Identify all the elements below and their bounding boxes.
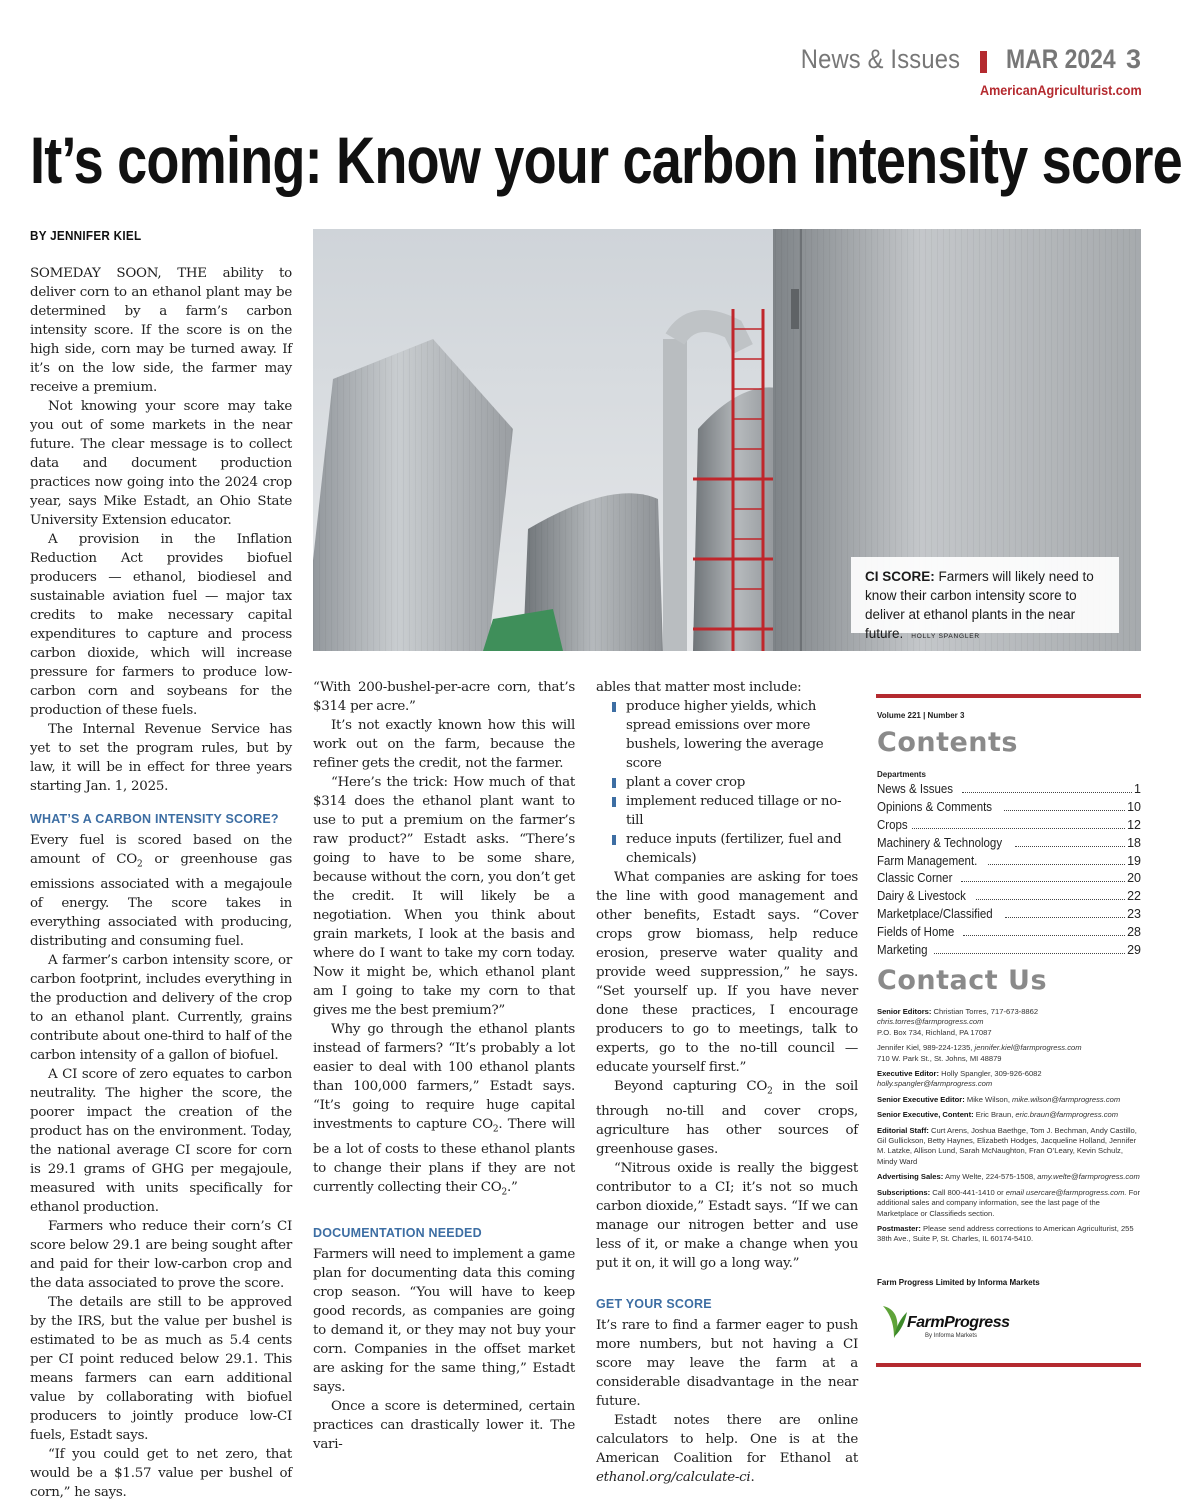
toc-item-fields-of-home[interactable]: Fields of Home 28	[877, 925, 1141, 940]
headline: It’s coming: Know your carbon intensity score	[30, 123, 1182, 197]
photo-credit: HOLLY SPANGLER	[911, 633, 980, 640]
header-divider	[980, 51, 987, 73]
volume-number: Volume 221 | Number 3	[877, 711, 965, 720]
toc-item-machinery[interactable]: Machinery & Technology 18	[877, 835, 1141, 850]
paragraph: SOMEDAY SOON, THE ability to deliver corn to an ethanol plant may be determined by a farm’s carbon intensity score. If the score is on the high side, corn may be turned away. If it’s on the low side, the farmer may receive a premium.	[30, 266, 292, 395]
editor-kiel: Jennifer Kiel, 989-224-1235, jennifer.kiel@farmprogress.com 710 W. Park St., St. Johns, MI 48879	[877, 1043, 1082, 1063]
contact-title: Contact Us	[877, 965, 1048, 996]
bullet-list	[596, 697, 858, 868]
subhead: DOCUMENTATION NEEDED	[313, 1226, 482, 1241]
paragraph: It’s not exactly known how this will work out on the farm, because the refiner gets the credit, not the farmer.	[313, 718, 575, 771]
issue-date: MAR 2024	[1006, 44, 1116, 74]
paragraph: “If you could get to net zero, that would be a $1.57 value per bushel of corn,” he says.	[30, 1446, 292, 1500]
site-url[interactable]: AmericanAgriculturist.com	[980, 82, 1142, 98]
toc-item-news[interactable]: News & Issues 1	[877, 782, 1141, 796]
staff-directory	[877, 1007, 1141, 1250]
article-column-2	[313, 678, 575, 1454]
paragraph: “Nitrous oxide is really the biggest contributor to a CI; it’s not so much carbon dioxide,” Estadt says. “If we can manage our nitrogen better and use less of it, or make a change when you put it on, it will go a long way.”	[596, 1160, 858, 1271]
paragraph: A farmer’s carbon intensity score, or carbon footprint, includes everything in the production and delivery of the crop to an ethanol plant. Currently, grains contribute about one-third to half of the carbon intensity of a gallon of biofuel.	[30, 952, 292, 1063]
paragraph: ables that matter most include:	[596, 680, 802, 695]
paragraph: “Here’s the trick: How much of that $314 does the ethanol plant want to use to put a premium on the farmer’s raw product?” Estadt asks. “There’s going to have to be some share, because without the corn, you don’t get the credit. It will likely be a negotiation. When you think about grain markets, I look at the basis and where do I want to take my corn today. Now it might be, which ethanol plant am I going to take my corn to that gives me the best premium?”	[313, 775, 575, 1018]
list-item: plant a cover crop	[612, 773, 858, 792]
senior-executive-editor: Senior Executive Editor: Mike Wilson, mike.wilson@farmprogress.com	[877, 1094, 1121, 1104]
senior-executive-content: Senior Executive, Content: Eric Braun, eric.braun@farmprogress.com	[877, 1110, 1119, 1120]
article-column-1	[30, 264, 292, 1502]
paragraph: What companies are asking for toes the line with good management and other benefits, Estadt says. “Cover crops grow biomass, help reduce erosion, preserve water quality and provide weed suppression,” he says. “Set yourself up. If you have never done these practices, I encourage producers to go to meetings, talk to experts, go to the no-till council — educate yourself first.”	[596, 870, 858, 1075]
caption-label: CI SCORE:	[865, 569, 935, 584]
bullet-icon	[612, 797, 616, 807]
postmaster: Postmaster: Please send address corrections to American Agriculturist, 255 38th Ave., Suite P, St. Charles, IL 60174-5410.	[877, 1223, 1134, 1244]
paragraph: Why go through the ethanol plants instead of farmers? “It’s probably a lot easier to deal with 100 ethanol plants than 100,000 farmers,” Estadt says. “It’s going to require huge capital investments to capture $CO_2$. There will be a lot of costs to these ethanol plants to change their plans if they are not currently collecting their $CO_2$.”	[313, 1022, 575, 1198]
logo-tagline: By Informa Markets	[925, 1333, 978, 1339]
section-name: News & Issues	[800, 44, 960, 74]
contents-list	[877, 782, 1141, 961]
paragraph: Every fuel is scored based on the amount of $CO_2$ or greenhouse gas emissions associated with a megajoule of energy. The score takes in everything associated with producing, distributing and consuming fuel.	[30, 833, 292, 949]
page-number: 3	[1126, 44, 1142, 74]
leaf-icon	[879, 1300, 909, 1340]
bullet-icon	[612, 778, 616, 788]
paragraph: It’s rare to find a farmer eager to push more numbers, but not having a CI score may leave the farm at a considerable disadvantage in the near future.	[596, 1317, 858, 1409]
toc-item-marketplace[interactable]: Marketplace/Classified 23	[877, 907, 1141, 922]
paragraph: Once a score is determined, certain practices can drastically lower it. The vari-	[313, 1399, 575, 1453]
toc-item-farm-management[interactable]: Farm Management. 19	[877, 853, 1141, 868]
subscriptions: Subscriptions: Call 800-441-1410 or email usercare@farmprogress.com. For additional sales and company information, see the last page of the Marketplace or Classifieds section.	[877, 1187, 1141, 1218]
bullet-icon	[612, 702, 616, 712]
list-item: implement reduced tillage or no-till	[612, 792, 858, 830]
subhead: WHAT’S A CARBON INTENSITY SCORE?	[30, 812, 279, 826]
senior-editors: Senior Editors: Christian Torres, 717-673-8862 chris.torres@farmprogress.com P.O. Box 734, Richland, PA 17087	[877, 1007, 1039, 1037]
paragraph: “With 200-bushel-per-acre corn, that’s $314 per acre.”	[313, 680, 575, 714]
editorial-staff: Editorial Staff: Curt Arens, Joshua Baethge, Tom J. Bechman, Andy Castillo, Gil Gullickson, Betty Haynes, Elizabeth Hodges, Jacqueline Holland, Jennifer M. Latzke, Allison Lund, Sarah McNaughton, Fran O’Leary, Kevin Schulz, Mindy Ward	[877, 1125, 1137, 1166]
caption-text: Farmers will likely need to know their carbon intensity score to deliver at ethanol plants in the near future.	[865, 569, 1094, 641]
bullet-icon	[612, 835, 616, 845]
paragraph: Beyond capturing $CO_2$ in the soil through no-till and cover crops, agriculture has other sources of greenhouse gases.	[596, 1079, 859, 1157]
paragraph: Estadt notes there are online calculators to help. One is at the American Coalition for Ethanol at ethanol.org/calculate-ci.	[596, 1412, 858, 1485]
advertising-sales: Advertising Sales: Amy Welte, 224-575-1508, amy.welte@farmprogress.com	[877, 1172, 1140, 1182]
toc-item-classic-corner[interactable]: Classic Corner 20	[877, 871, 1141, 886]
byline: BY JENNIFER KIEL	[30, 228, 142, 243]
paragraph: Farmers will need to implement a game plan for documenting data this coming crop season. “You will have to keep good records, as companies are going to demand it, or they may not buy your corn. Companies in the offset market are asking for the same thing,” Estadt says.	[313, 1247, 575, 1396]
photo-caption	[851, 557, 1119, 641]
subhead: GET YOUR SCORE	[596, 1296, 712, 1311]
list-item: produce higher yields, which spread emissions over more bushels, lowering the average score	[612, 697, 858, 773]
list-item: reduce inputs (fertilizer, fuel and chemicals)	[612, 830, 858, 868]
paragraph: The details are still to be approved by the IRS, but the value per bushel is estimated to be as much as 5.4 cents per CI point reduced below 29.1. This means farmers can earn additional value by collaborating with biofuel producers to jointly produce low-CI fuels, Estadt says.	[30, 1294, 292, 1443]
contents-title: Contents	[877, 727, 1019, 758]
departments-label: Departments	[877, 770, 926, 779]
executive-editor: Executive Editor: Holly Spangler, 309-926-6082 holly.spangler@farmprogress.com	[877, 1069, 1042, 1089]
paragraph: A provision in the Inflation Reduction Act provides biofuel producers — ethanol, biodiesel and sustainable aviation fuel — major tax credits to make necessary capital expenditures to capture and process carbon dioxide, which will increase pressure for farmers to produce low-carbon corn and soybeans for the production of these fuels.	[30, 532, 292, 718]
publisher-line: Farm Progress Limited by Informa Markets	[877, 1278, 1040, 1287]
toc-item-dairy[interactable]: Dairy & Livestock 22	[877, 889, 1141, 904]
contents-top-rule	[876, 694, 1141, 698]
toc-item-crops[interactable]: Crops 12	[877, 817, 1141, 832]
paragraph: A CI score of zero equates to carbon neutrality. The higher the score, the poorer impact the creation of the product has on the environment. Today, the national average CI score for corn is 29.1 grams of GHG per megajoule, measured with units specifically for ethanol production.	[30, 1066, 292, 1215]
toc-item-marketing[interactable]: Marketing 29	[877, 943, 1141, 958]
calculator-link[interactable]: ethanol.org/calculate-ci	[596, 1469, 751, 1485]
article-column-3	[596, 678, 858, 1487]
paragraph: Farmers who reduce their corn’s CI score below 29.1 are being sought after and paid for their low-carbon crop and the data associated to prove the score.	[30, 1218, 292, 1291]
paragraph: Not knowing your score may take you out of some markets in the near future. The clear message is to collect data and document production practices now going into the 2024 crop year, says Mike Estadt, an Ohio State University Extension educator.	[30, 399, 292, 528]
toc-item-opinions[interactable]: Opinions & Comments 10	[877, 799, 1141, 814]
farmprogress-logo: FarmProgress	[907, 1314, 1010, 1331]
contents-bottom-rule	[876, 1363, 1141, 1367]
paragraph: The Internal Revenue Service has yet to set the program rules, but by law, it will be in effect for three years starting Jan. 1, 2025.	[30, 722, 292, 794]
